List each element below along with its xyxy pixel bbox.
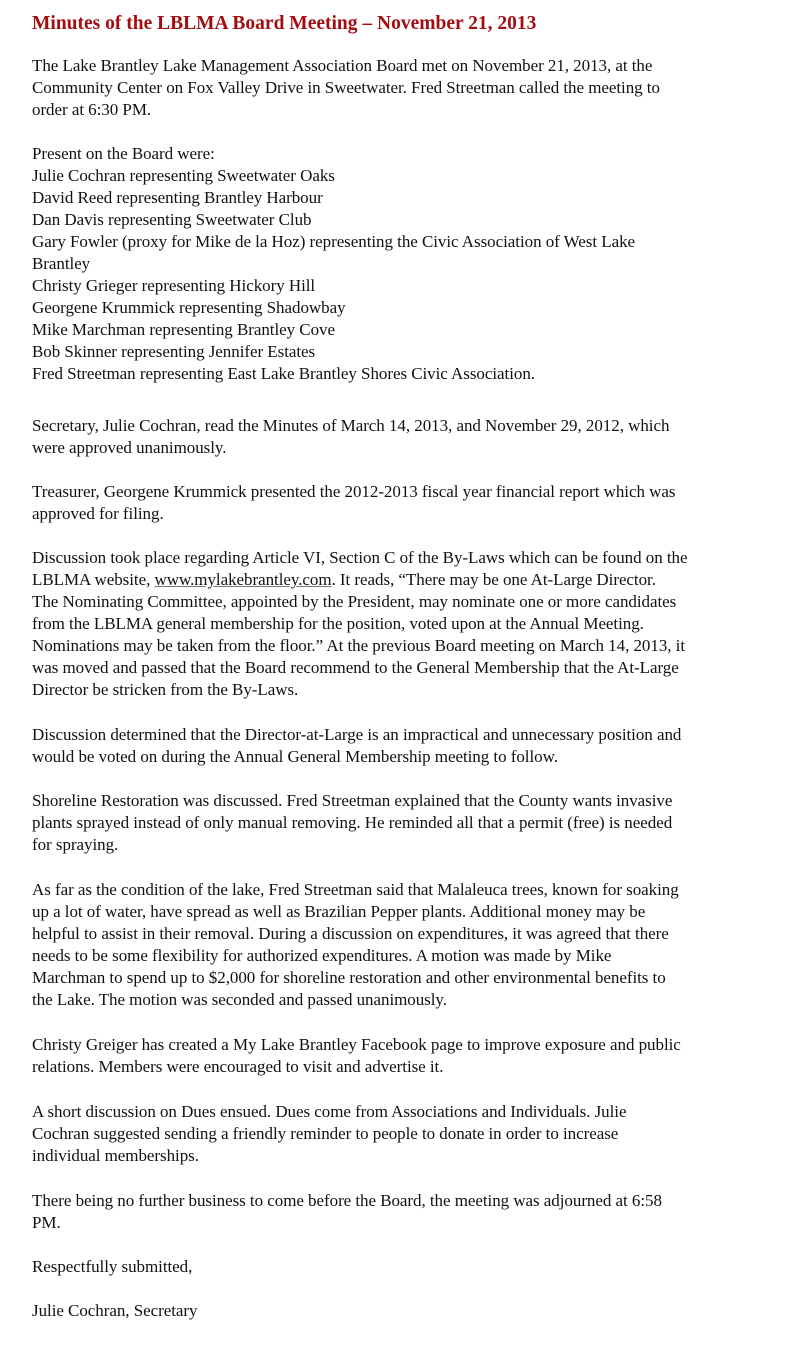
attendance-heading: Present on the Board were:: [32, 144, 215, 163]
paragraph-line: There being no further business to come before the Board, the meeting was adjourned at 6:58: [32, 1191, 662, 1210]
paragraph-line: the Lake. The motion was seconded and passed unanimously.: [32, 990, 447, 1009]
member-line: Julie Cochran representing Sweetwater Oaks: [32, 166, 335, 185]
paragraph-line: helpful to assist in their removal. During a discussion on expenditures, it was agreed that there: [32, 924, 669, 943]
paragraph-line: relations. Members were encouraged to visit and advertise it.: [32, 1057, 444, 1076]
paragraph-line: plants sprayed instead of only manual removing. He reminded all that a permit (free) is needed: [32, 813, 673, 832]
paragraph-line: for spraying.: [32, 835, 119, 854]
member-line: David Reed representing Brantley Harbour: [32, 188, 323, 207]
paragraph-line: Christy Greiger has created a My Lake Brantley Facebook page to improve exposure and public: [32, 1035, 681, 1054]
paragraph-line: from the LBLMA general membership for the position, voted upon at the Annual Meeting.: [32, 614, 644, 633]
paragraph-line: Nominations may be taken from the floor.” At the previous Board meeting on March 14, 2013, it: [32, 636, 686, 655]
member-line: Brantley: [32, 254, 91, 273]
paragraph-line: PM.: [32, 1213, 61, 1232]
intro-line: order at 6:30 PM.: [32, 100, 152, 119]
member-line: Christy Grieger representing Hickory Hill: [32, 276, 316, 295]
paragraph-line: was moved and passed that the Board recommend to the General Membership that the At-Large: [32, 658, 679, 677]
paragraph-line: up a lot of water, have spread as well as Brazilian Pepper plants. Additional money may be: [32, 902, 646, 921]
paragraph-line: needs to be some flexibility for authorized expenditures. A motion was made by Mike: [32, 946, 612, 965]
paragraph-line: approved for filing.: [32, 504, 164, 523]
paragraph-line: were approved unanimously.: [32, 438, 227, 457]
paragraph-line: Discussion took place regarding Article VI, Section C of the By-Laws which can be found on the: [32, 548, 688, 567]
document-title: Minutes of the LBLMA Board Meeting – November 21, 2013: [32, 13, 537, 34]
member-line: Fred Streetman representing East Lake Brantley Shores Civic Association.: [32, 364, 535, 383]
paragraph-line: individual memberships.: [32, 1146, 199, 1165]
paragraph-line: Director be stricken from the By-Laws.: [32, 680, 299, 699]
paragraph-line-with-link: [32, 569, 656, 591]
member-line: Gary Fowler (proxy for Mike de la Hoz) representing the Civic Association of West Lake: [32, 232, 636, 251]
member-line: Mike Marchman representing Brantley Cove: [32, 320, 335, 339]
website-link[interactable]: www.mylakebrantley.com: [154, 570, 332, 589]
paragraph-line: Discussion determined that the Director-at-Large is an impractical and unnecessary position and: [32, 725, 682, 744]
paragraph-line: The Nominating Committee, appointed by the President, may nominate one or more candidates: [32, 592, 677, 611]
paragraph-line: Marchman to spend up to $2,000 for shoreline restoration and other environmental benefits to: [32, 968, 666, 987]
paragraph-line: would be voted on during the Annual General Membership meeting to follow.: [32, 747, 558, 766]
intro-line: The Lake Brantley Lake Management Association Board met on November 21, 2013, at the: [32, 56, 653, 75]
signature: Julie Cochran, Secretary: [32, 1301, 198, 1320]
text-before-link: LBLMA website,: [32, 570, 155, 589]
paragraph-line: A short discussion on Dues ensued. Dues come from Associations and Individuals. Julie: [32, 1102, 627, 1121]
member-line: Bob Skinner representing Jennifer Estates: [32, 342, 316, 361]
member-line: Dan Davis representing Sweetwater Club: [32, 210, 312, 229]
paragraph-line: Secretary, Julie Cochran, read the Minutes of March 14, 2013, and November 29, 2012, which: [32, 416, 670, 435]
paragraph-line: Cochran suggested sending a friendly reminder to people to donate in order to increase: [32, 1124, 619, 1143]
closing-text: Respectfully submitted,: [32, 1257, 193, 1276]
paragraph-line: Treasurer, Georgene Krummick presented the 2012-2013 fiscal year financial report which was: [32, 482, 676, 501]
paragraph-line: Shoreline Restoration was discussed. Fred Streetman explained that the County wants invasive: [32, 791, 673, 810]
intro-line: Community Center on Fox Valley Drive in Sweetwater. Fred Streetman called the meeting to: [32, 78, 660, 97]
text-after-link: . It reads, “There may be one At-Large Director.: [331, 570, 656, 589]
member-line: Georgene Krummick representing Shadowbay: [32, 298, 346, 317]
paragraph-line: As far as the condition of the lake, Fred Streetman said that Malaleuca trees, known for soaking: [32, 880, 679, 899]
